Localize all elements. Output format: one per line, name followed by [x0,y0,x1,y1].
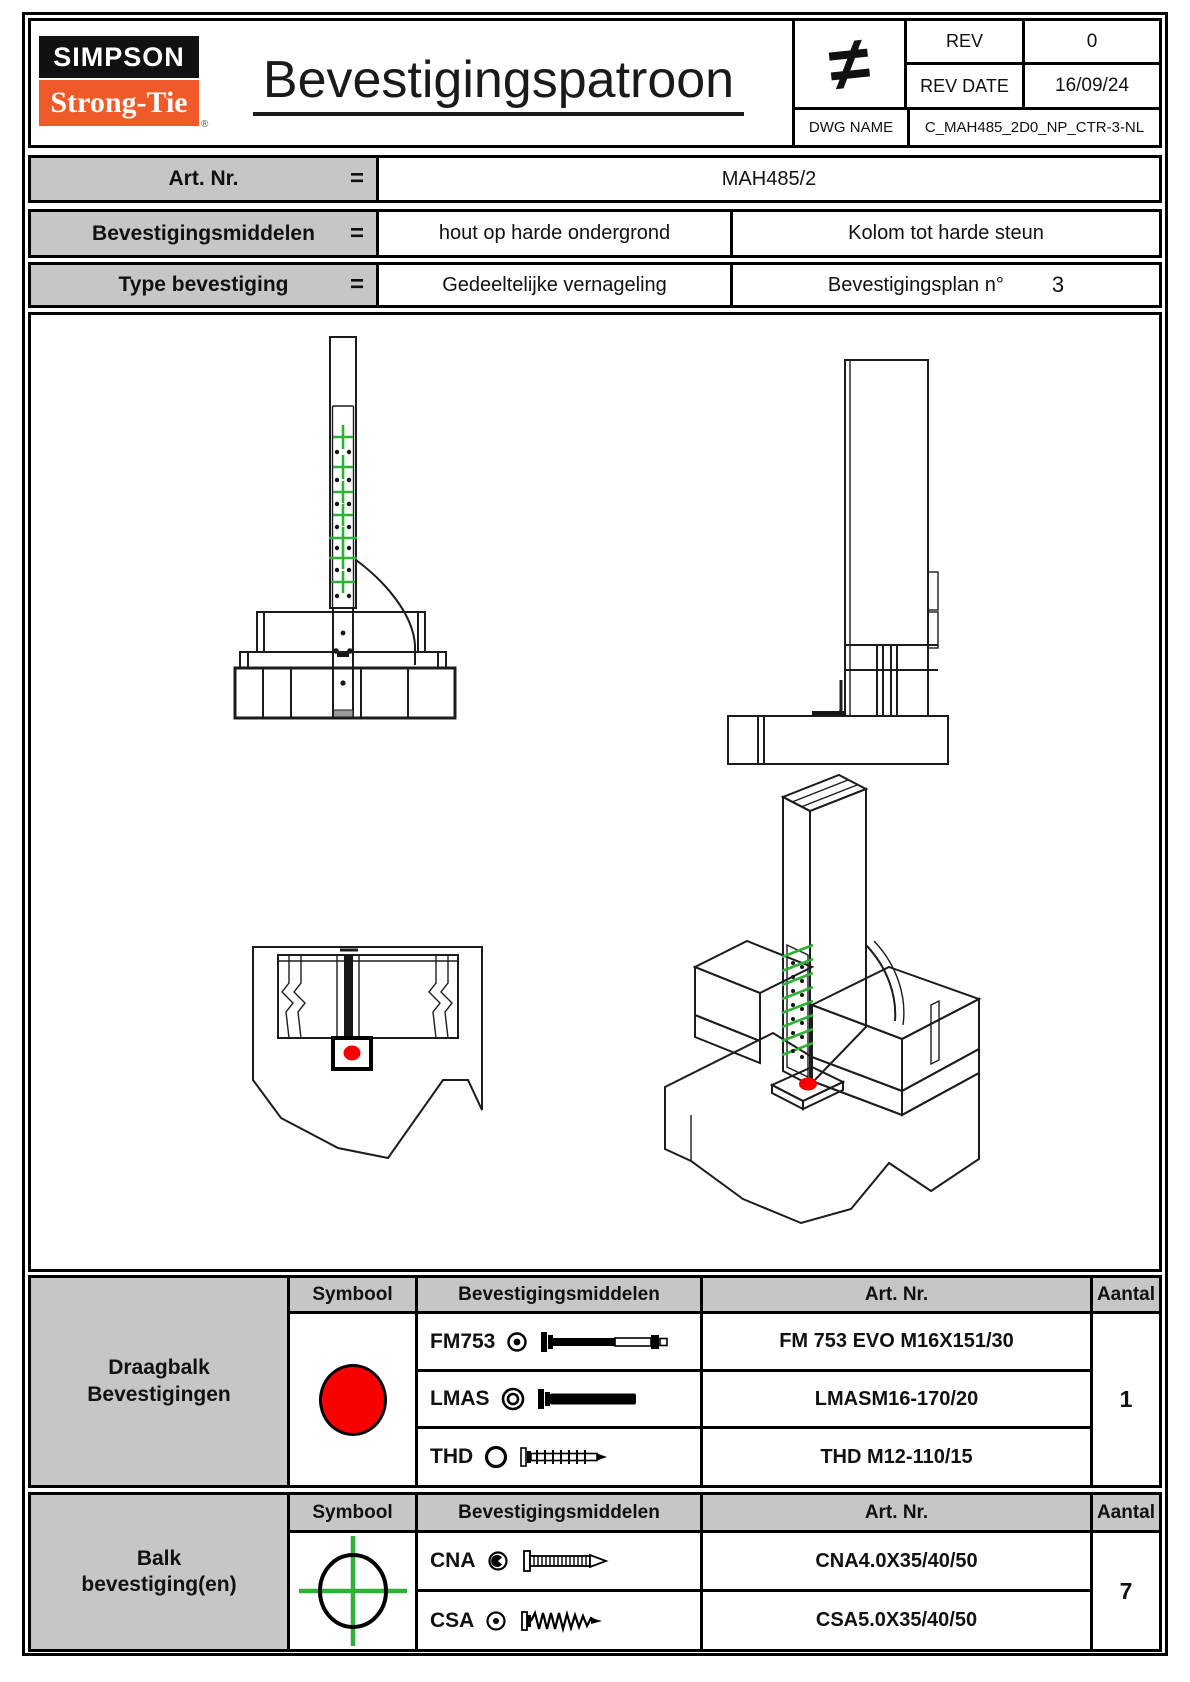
dwg-name-value-cell: C_MAH485_2D0_NP_CTR-3-NL [907,110,1159,145]
fasteners-value-right: Kolom tot harde steun [730,212,1159,255]
joist-qty-cell: 7 [1090,1533,1159,1649]
anchor-red-dot [344,1046,361,1061]
drawing-area [28,312,1162,1272]
nail-head-mark-icon [486,1549,510,1573]
joist-fasteners-table [28,1492,1162,1652]
concrete-screw-icon [519,1442,639,1472]
side-elevation-view [728,360,948,764]
title-block [28,18,1162,148]
circle-green-crosshair-icon [293,1534,413,1648]
hex-bolt-partial-thread-icon [539,1327,681,1357]
fastener-art-nr: THD M12-110/15 [700,1429,1090,1485]
fastener-row: CNA [415,1533,700,1592]
technical-drawing [31,315,1159,1269]
rev-value-cell: 0 [1022,21,1159,65]
not-equal-icon: ≠ [824,19,874,107]
fixing-plan-label: Bevestigingsplan n° [827,273,1004,296]
screw-head-dot-icon [484,1609,508,1633]
col-header-symbool: Symbool [290,1278,415,1314]
fasteners-row [28,209,1162,258]
washer-center-dot-icon [505,1330,529,1354]
equals-sign: = [349,271,364,298]
col-header-art-nr: Art. Nr. [700,1495,1090,1533]
beam-fasteners-table [28,1275,1162,1488]
art-nr-label: Art. Nr. = [31,158,379,200]
fixing-plan-cell [730,265,1159,305]
fasteners-label: Bevestigingsmiddelen = [31,212,379,255]
strongtie-logo-text: Strong-Tie [50,86,188,119]
washer-ring-icon [483,1444,509,1470]
registered-mark: ® [201,119,209,130]
ring-shank-nail-icon [520,1546,640,1576]
beam-qty-cell: 1 [1090,1314,1159,1485]
rev-date-value-cell: 16/09/24 [1022,65,1159,110]
fixing-type-row [28,262,1162,308]
simpson-logo-text: SIMPSON [53,41,185,72]
fasteners-value-left: hout op harde ondergrond [379,212,730,255]
joist-symbol-cell [290,1533,415,1649]
equals-sign: = [349,165,364,192]
equals-sign: = [349,219,364,247]
anchor-red-dot [799,1078,817,1091]
page-title: Bevestigingspatroon [216,47,781,119]
fastener-row: FM753 [415,1314,700,1372]
isometric-view [665,775,979,1223]
col-header-aantal: Aantal [1090,1278,1159,1314]
strongtie-logo [39,80,199,126]
front-elevation-view [235,337,455,718]
col-header-bevestigingsmiddelen: Bevestigingsmiddelen [415,1495,700,1533]
fixing-plan-number: 3 [1051,272,1065,297]
fixing-type-label: Type bevestiging = [31,265,379,305]
red-filled-circle-icon [319,1364,387,1436]
art-nr-value: MAH485/2 [379,158,1159,200]
fastener-row: LMAS [415,1372,700,1429]
beam-symbol-cell [290,1314,415,1485]
table-group-label: Draagbalk Bevestigingen [31,1278,290,1485]
fixing-type-value: Gedeeltelijke vernageling [379,265,730,305]
fastener-row: THD [415,1429,700,1485]
plan-view [253,947,482,1158]
art-nr-row [28,155,1162,203]
col-header-symbool: Symbool [290,1495,415,1533]
table-group-label: Balk bevestiging(en) [31,1495,290,1649]
wood-screw-icon [518,1606,638,1636]
col-header-bevestigingsmiddelen: Bevestigingsmiddelen [415,1278,700,1314]
simpson-logo [39,36,199,78]
col-header-aantal: Aantal [1090,1495,1159,1533]
rev-date-label-cell: REV DATE [907,65,1022,110]
fastener-art-nr: CNA4.0X35/40/50 [700,1533,1090,1592]
fastener-row: CSA [415,1592,700,1649]
col-header-art-nr: Art. Nr. [700,1278,1090,1314]
not-equal-symbol-cell [792,21,907,110]
fastener-art-nr: FM 753 EVO M16X151/30 [700,1314,1090,1372]
washer-double-ring-icon [500,1386,526,1412]
fastener-art-nr: LMASM16-170/20 [700,1372,1090,1429]
fastener-art-nr: CSA5.0X35/40/50 [700,1592,1090,1649]
rev-label-cell: REV [907,21,1022,65]
hex-bolt-solid-icon [536,1384,678,1414]
dwg-name-label-cell: DWG NAME [792,110,907,145]
